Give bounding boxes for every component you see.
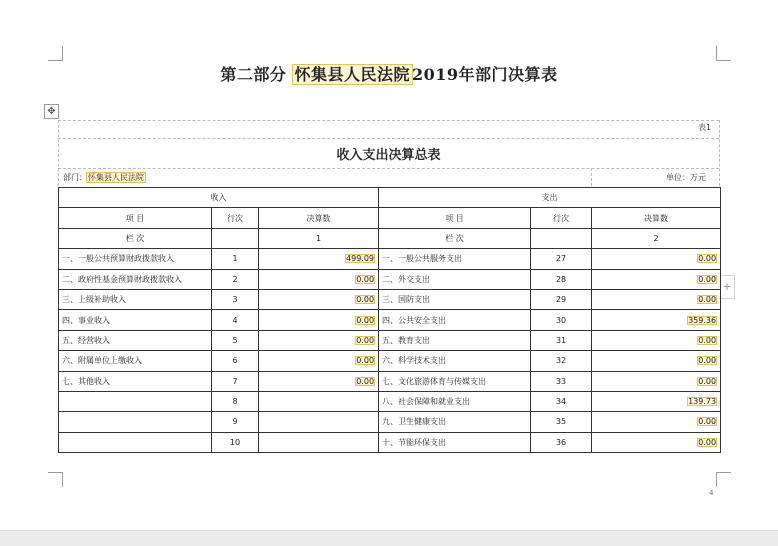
table-row	[59, 310, 721, 330]
expense-amount-cell[interactable]	[592, 289, 721, 309]
expense-row-number-cell[interactable]: 32	[531, 351, 592, 371]
income-row-number-cell[interactable]: 6	[212, 351, 259, 371]
expense-amount-cell[interactable]	[592, 351, 721, 371]
expense-amount-cell[interactable]	[592, 269, 721, 289]
expense-item-name-cell[interactable]: 四、公共安全支出	[379, 310, 531, 330]
income-item-name-cell[interactable]	[59, 391, 212, 411]
department-label: 部门：	[63, 173, 87, 182]
expense-header: 支出	[379, 188, 721, 208]
income-row-number-cell[interactable]: 5	[212, 330, 259, 350]
income-row-number-cell[interactable]: 9	[212, 412, 259, 432]
expense-amount-cell[interactable]	[592, 330, 721, 350]
expense-item-name-cell[interactable]: 八、社会保障和就业支出	[379, 391, 531, 411]
expense-amount: 0.00	[698, 335, 717, 345]
title-suffix: 2019年部门决算表	[412, 65, 558, 84]
table-row	[59, 249, 721, 269]
income-item-name-cell[interactable]: 三、上级补助收入	[59, 289, 212, 309]
income-header: 收入	[59, 188, 379, 208]
income-lanci: 栏 次	[59, 228, 212, 248]
table-number: 表1	[698, 123, 712, 132]
expense-item-header: 项 目	[379, 208, 531, 228]
expense-column-number: 2	[592, 228, 721, 248]
empty-cell	[212, 228, 259, 248]
income-amount-cell[interactable]	[259, 249, 379, 269]
crop-mark-bottom-right	[716, 472, 731, 487]
expense-amount-cell[interactable]	[592, 371, 721, 391]
expense-row-number-cell[interactable]: 28	[531, 269, 592, 289]
table-row	[59, 269, 721, 289]
expense-item-name-cell[interactable]: 七、文化旅游体育与传媒支出	[379, 371, 531, 391]
income-column-number: 1	[259, 228, 379, 248]
income-amount-header: 决算数	[259, 208, 379, 228]
income-row-header: 行次	[212, 208, 259, 228]
income-amount: 499.09	[346, 254, 375, 264]
crop-mark-bottom-left	[48, 472, 63, 487]
add-column-icon[interactable]: +	[720, 275, 735, 299]
income-amount: 0.00	[356, 295, 375, 305]
expense-amount: 359.36	[688, 315, 717, 325]
empty-cell	[531, 228, 592, 248]
expense-amount-cell[interactable]	[592, 310, 721, 330]
table-row	[59, 432, 721, 452]
income-amount: 0.00	[356, 335, 375, 345]
title-prefix: 第二部分	[220, 65, 293, 84]
income-amount-cell[interactable]	[259, 330, 379, 350]
table-row	[59, 289, 721, 309]
income-item-name-cell[interactable]	[59, 432, 212, 452]
income-amount-cell[interactable]	[259, 269, 379, 289]
expense-item-name-cell[interactable]: 六、科学技术支出	[379, 351, 531, 371]
expense-amount: 0.00	[698, 274, 717, 284]
expense-row-number-cell[interactable]: 33	[531, 371, 592, 391]
expense-row-number-cell[interactable]: 29	[531, 289, 592, 309]
expense-lanci: 栏 次	[379, 228, 531, 248]
expense-amount-cell[interactable]	[592, 432, 721, 452]
expense-row-number-cell[interactable]: 27	[531, 249, 592, 269]
income-amount: 0.00	[356, 356, 375, 366]
table-row	[59, 412, 721, 432]
column-header-row	[59, 208, 721, 228]
income-item-name-cell[interactable]: 四、事业收入	[59, 310, 212, 330]
income-amount: 0.00	[356, 274, 375, 284]
section-header-row	[59, 188, 721, 208]
lanci-row	[59, 228, 721, 248]
expense-row-number-cell[interactable]: 36	[531, 432, 592, 452]
expense-item-name-cell[interactable]: 三、国防支出	[379, 289, 531, 309]
page-number: 4	[709, 489, 714, 497]
table-title: 收入支出决算总表	[336, 148, 441, 163]
income-item-name-cell[interactable]: 五、经营收入	[59, 330, 212, 350]
income-row-number-cell[interactable]: 4	[212, 310, 259, 330]
income-amount: 0.00	[356, 376, 375, 386]
window-bottom-edge	[0, 530, 778, 546]
income-row-number-cell[interactable]: 7	[212, 371, 259, 391]
income-item-name-cell[interactable]	[59, 412, 212, 432]
expense-row-number-cell[interactable]: 31	[531, 330, 592, 350]
income-item-name-cell[interactable]: 二、政府性基金预算财政拨款收入	[59, 269, 212, 289]
table-row	[59, 330, 721, 350]
income-row-number-cell[interactable]: 8	[212, 391, 259, 411]
income-row-number-cell[interactable]: 1	[212, 249, 259, 269]
table-row	[59, 391, 721, 411]
expense-item-name-cell[interactable]: 九、卫生健康支出	[379, 412, 531, 432]
title-highlight[interactable]: 怀集县人民法院	[294, 65, 411, 84]
income-row-number-cell[interactable]: 2	[212, 269, 259, 289]
expense-amount: 0.00	[698, 437, 717, 447]
department-value[interactable]: 怀集县人民法院	[88, 173, 144, 182]
income-amount-cell[interactable]	[259, 412, 379, 432]
income-item-name-cell[interactable]: 一、一般公共预算财政拨款收入	[59, 249, 212, 269]
income-row-number-cell[interactable]: 3	[212, 289, 259, 309]
crop-mark-top-right	[716, 46, 731, 61]
expense-row-number-cell[interactable]: 35	[531, 412, 592, 432]
table-row	[59, 351, 721, 371]
income-item-header: 项 目	[59, 208, 212, 228]
expense-amount-cell[interactable]	[592, 412, 721, 432]
expense-item-name-cell[interactable]: 一、一般公共服务支出	[379, 249, 531, 269]
table-row	[59, 371, 721, 391]
expense-amount: 0.00	[698, 376, 717, 386]
crop-mark-top-left	[48, 46, 63, 61]
expense-amount: 0.00	[698, 254, 717, 264]
expense-amount-cell[interactable]	[592, 249, 721, 269]
income-amount-cell[interactable]	[259, 371, 379, 391]
expense-row-number-cell[interactable]: 30	[531, 310, 592, 330]
income-row-number-cell[interactable]: 10	[212, 432, 259, 452]
expense-amount: 0.00	[698, 356, 717, 366]
expense-row-number-cell[interactable]: 34	[531, 391, 592, 411]
expense-amount-cell[interactable]	[592, 391, 721, 411]
expense-item-name-cell[interactable]: 五、教育支出	[379, 330, 531, 350]
expense-row-header: 行次	[531, 208, 592, 228]
income-amount-cell[interactable]	[259, 289, 379, 309]
expense-amount: 139.73	[688, 397, 717, 407]
income-item-name-cell[interactable]: 六、附属单位上缴收入	[59, 351, 212, 371]
income-amount-cell[interactable]	[259, 310, 379, 330]
income-amount-cell[interactable]	[259, 351, 379, 371]
income-item-name-cell[interactable]: 七、其他收入	[59, 371, 212, 391]
unit-label: 单位：万元	[666, 173, 706, 182]
expense-item-name-cell[interactable]: 十、节能环保支出	[379, 432, 531, 452]
income-amount-cell[interactable]	[259, 391, 379, 411]
expense-item-name-cell[interactable]: 二、外交支出	[379, 269, 531, 289]
expense-amount: 0.00	[698, 417, 717, 427]
budget-table	[58, 187, 721, 453]
expense-amount-header: 决算数	[592, 208, 721, 228]
page-title	[0, 62, 778, 85]
income-amount: 0.00	[356, 315, 375, 325]
expense-amount: 0.00	[698, 295, 717, 305]
income-amount-cell[interactable]	[259, 432, 379, 452]
department-line	[63, 172, 145, 183]
table-move-handle-icon[interactable]: ✥	[44, 104, 59, 119]
